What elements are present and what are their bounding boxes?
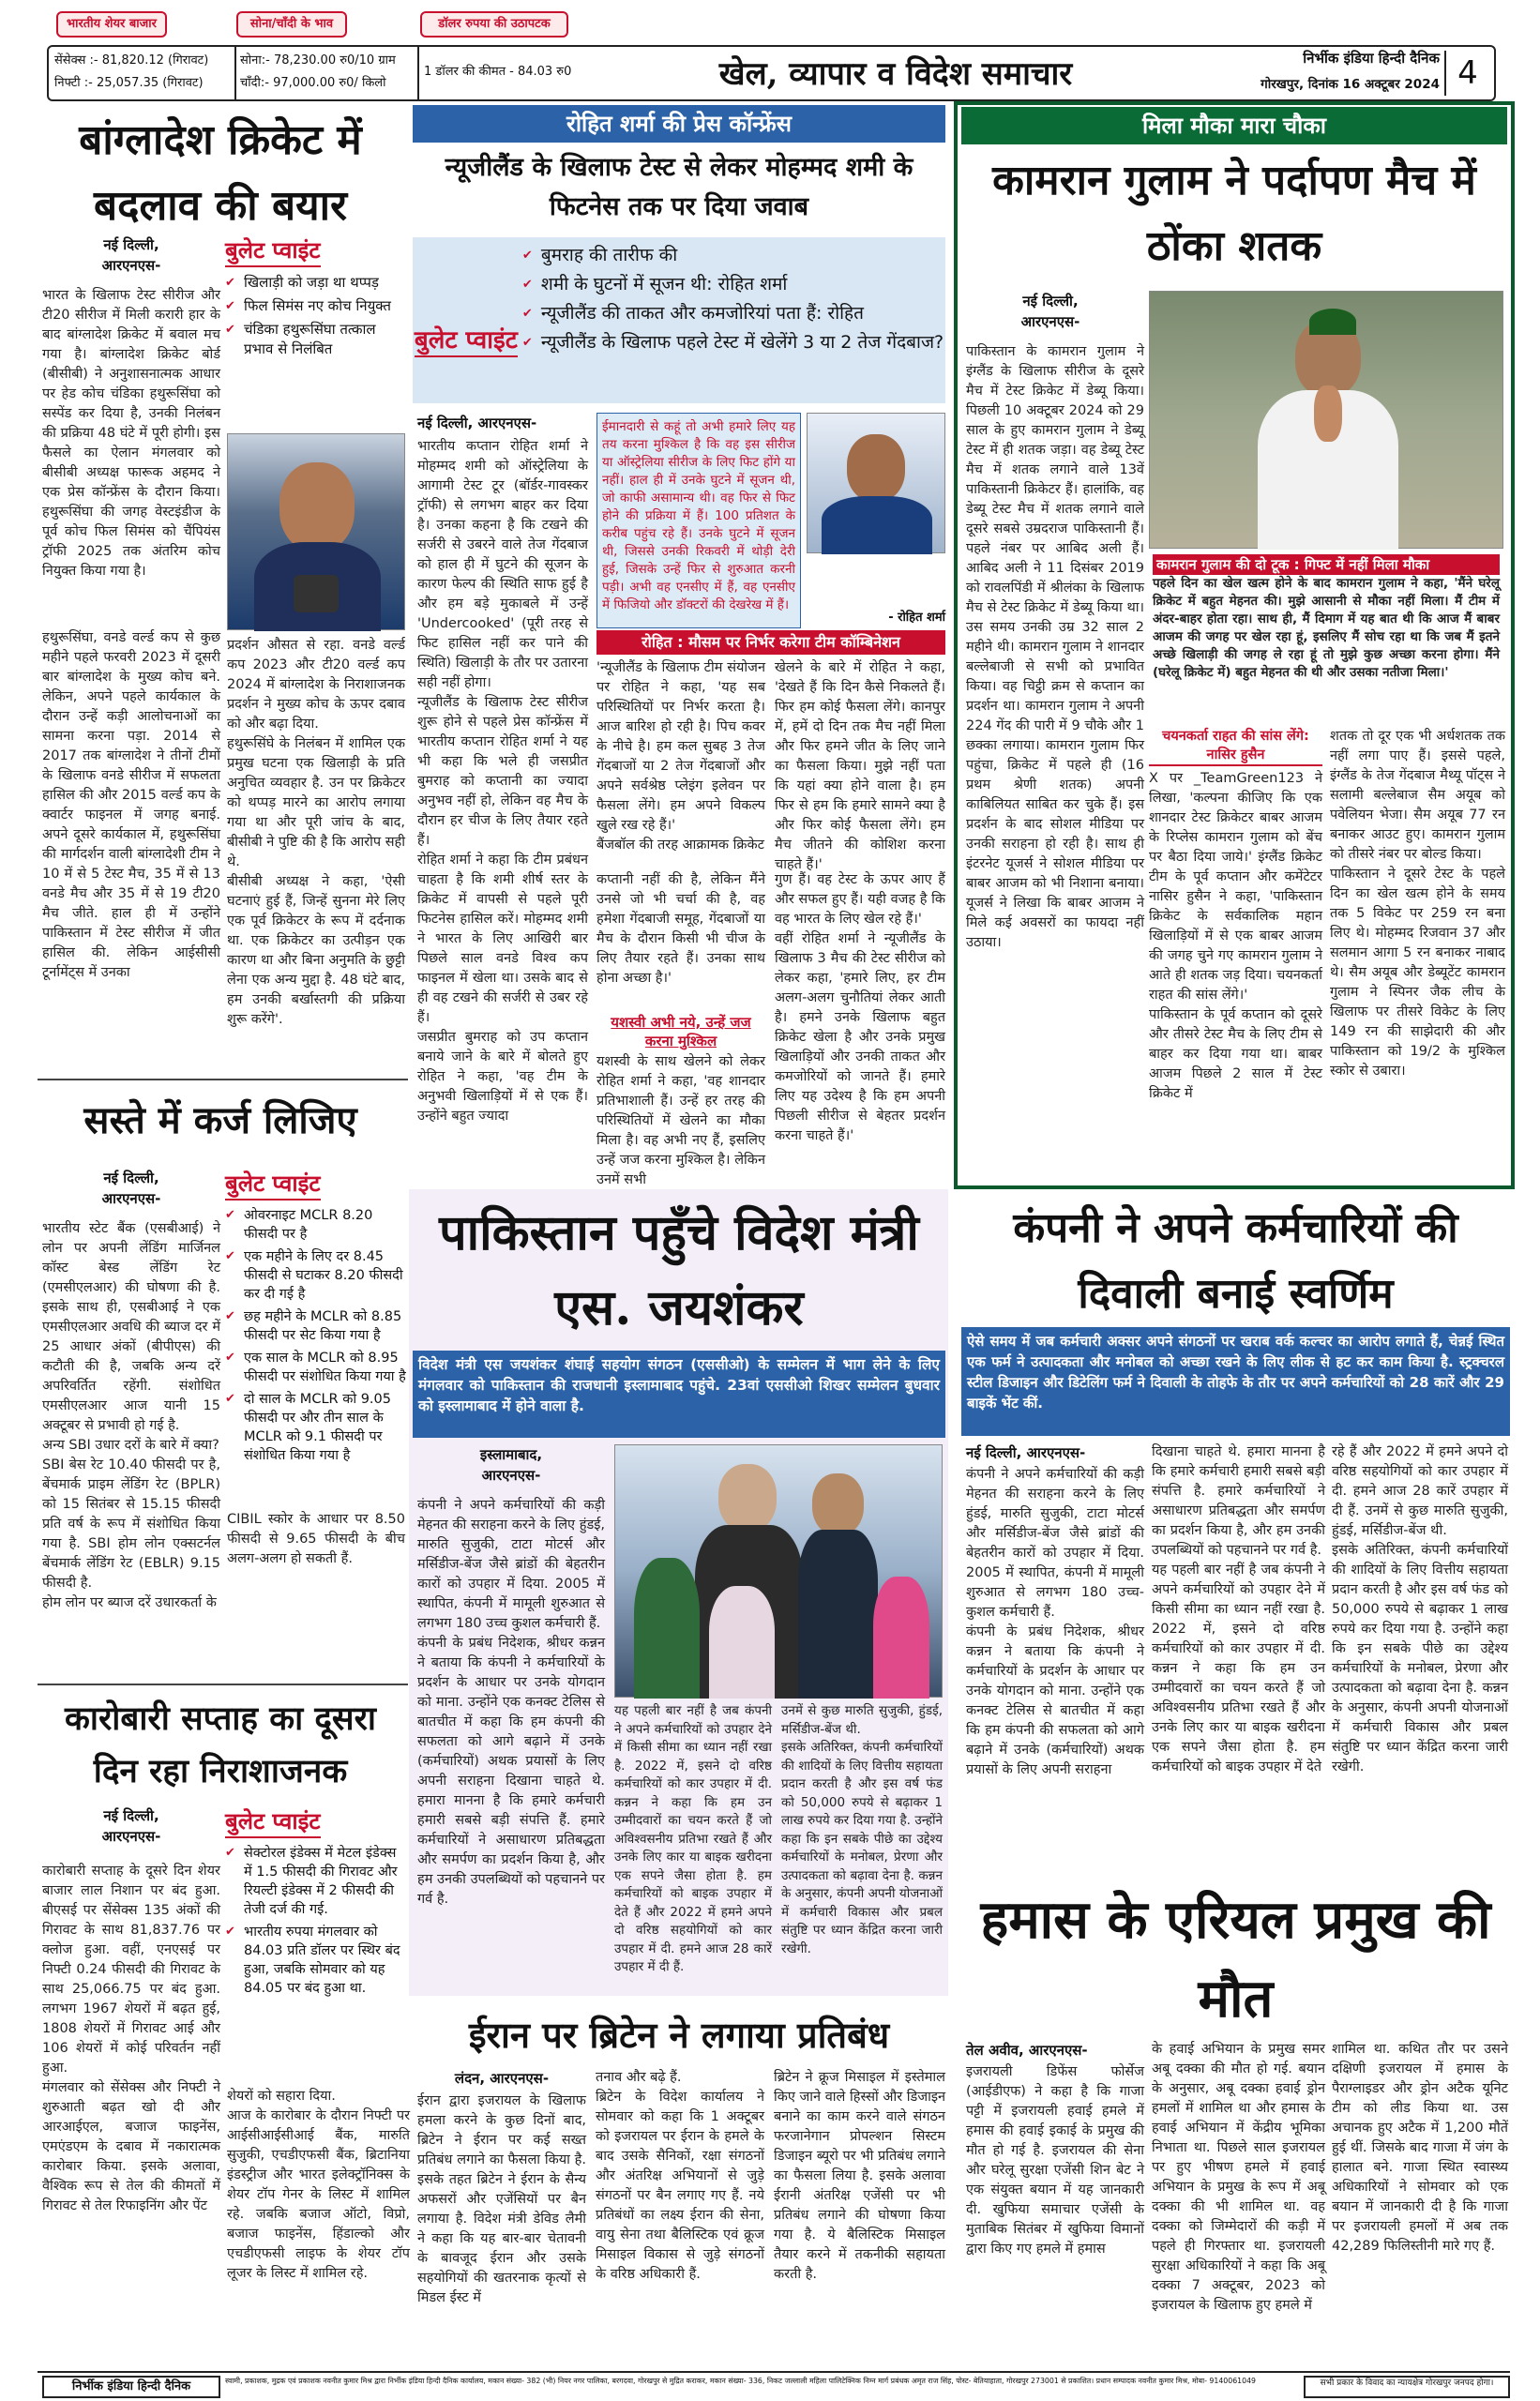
paper-name: निर्भीक इंडिया हिन्दी दैनिक	[1303, 50, 1440, 67]
tab-dollar-rupee: डॉलर रुपया की उठापटक	[420, 11, 568, 38]
tab-stock-market: भारतीय शेयर बाजार	[56, 11, 167, 38]
market-dateline: नई दिल्ली, आरएनएस-	[101, 1807, 161, 1845]
bangladesh-bullet-box	[225, 234, 403, 431]
diwali-headline: कंपनी ने अपने कर्मचारियों की दिवाली बनाई स्वर्णिम	[1013, 1204, 1458, 1318]
rohit-ribbon: रोहित शर्मा की प्रेस कॉन्फ्रेंस	[413, 105, 945, 143]
gold-price: सोना:- 78,230.00 रु0/10 ग्राम	[240, 53, 396, 68]
rohit-body-5: यशस्वी के साथ खेलने को लेकर रोहित शर्मा ने कहा, 'वह शानदार प्रतिभाशाली हैं। उन्हें हर तरह की परिस्थितियों में खेलने का मौका मिला है। वह अभी नए हैं, इसलिए उन्हें जज करना मुश्किल है। लेकिन उनमें सभी	[596, 1054, 765, 1187]
bullet-item: ✔ ओवरनाइट MCLR 8.20 फीसदी पर है	[225, 1206, 408, 1244]
loan-bullet-box	[225, 1168, 408, 1505]
bullet-item: ✔ सेक्टोरल इंडेक्स में मेटल इंडेक्स में 1.5 फीसदी की गिरावट और रियल्टी इंडेक्स में 2 फीसदी की तेजी दर्ज की गई.	[225, 1844, 408, 1919]
iran-body-1: ईरान द्वारा इजरायल के खिलाफ हमला करने के कुछ दिनों बाद, ब्रिटेन ने ईरान पर कई सख्त प्रतिबंध लगाने का फैसला किया है. इसके तहत ब्रिटेन ने ईरान के सैन्य अफसरों और एजेंसियों पर बैन लगाया है. विदेश मंत्री डेविड लैमी ने कहा कि यह बार-बार चेतावनी के बावजूद ईरान और उसके सहयोगियों की खतरनाक कृत्यों से मिडल ईस्ट में	[417, 2093, 586, 2305]
market-headline: कारोबारी सप्ताह का दूसरा दिन रहा निराशाजनक	[65, 1699, 376, 1790]
bullet-item: ✔ फिल सिमंस नए कोच नियुक्त	[225, 296, 403, 316]
bullet-item: ✔ न्यूजीलैंड की ताकत और कमजोरियां पता हैं: रोहित	[522, 301, 944, 326]
bangladesh-headline: बांग्लादेश क्रिकेट में बदलाव की बयार	[79, 116, 362, 230]
jaishankar-photo	[614, 1444, 943, 1698]
footer-jurisdiction: सभी प्रकार के विवाद का न्यायक्षेत्र गोरखपुर जनपद होगा।	[1304, 2376, 1510, 2398]
bullet-point-heading: बुलेट प्वाइंट	[225, 234, 321, 267]
loan-cibil-note: CIBIL स्कोर के आधार पर 8.50 फीसदी से 9.65 फीसदी के बीच अलग-अलग हो सकती हैं.	[227, 1512, 405, 1566]
tab-gold-silver: सोना/चाँदी के भाव	[236, 11, 347, 38]
sensex-value: सेंसेक्स :- 81,820.12 (गिरावट)	[54, 53, 209, 68]
jaishankar-body-2: यह पहली बार नहीं है जब कंपनी ने अपने कर्मचारियों को उपहार देने में किसी सीमा का ध्यान नहीं रखा है. 2022 में, इसने दो वरिष्ठ कर्मचारियों को कार उपहार में दी. कन्नन ने कहा कि हम उन उम्मीदवारों का चयन करते हैं जो अविश्वसनीय प्रतिभा रखते हैं और उनके लिए कार या बाइक खरीदना एक सपने जैसा होता है. हम कर्मचारियों को बाइक उपहार में देते हैं और 2022 में हमने अपने दो वरिष्ठ सहयोगियों को कार उपहार में दी. हमने आज 28 कारें उपहार में दी हैं.	[614, 1703, 772, 1974]
page-number: 4	[1444, 51, 1489, 96]
loan-headline: सस्ते में कर्ज लिजिए	[83, 1098, 357, 1142]
loan-dateline: नई दिल्ली, आरएनएस-	[101, 1170, 161, 1207]
bangladesh-press-photo	[227, 433, 405, 630]
rohit-quote-text: ईमानदारी से कहूं तो अभी हमारे लिए यह तय करना मुश्किल है कि वह इस सीरीज या ऑस्ट्रेलिया सीरीज के लिए फिट होंगे या नहीं। हाल ही में उनके घुटने में सूजन थी, जो काफी असामान्य थी। वह फिर से फिट होने की प्रक्रिया में हैं। 100 प्रतिशत के करीब पहुंच रहे हैं। उनके घुटने में सूजन थी, जिससे उनकी रिकवरी में थोड़ी देरी हुई, जिसके उन्हें फिर से शुरुआत करनी पड़ी। अभी वह एनसीए में हैं, वह एनसीए में फिजियो और डॉक्टरों की देखरेख में हैं।	[602, 419, 795, 612]
rohit-press-photo	[807, 413, 945, 553]
silver-price: चाँदी:- 97,000.00 रु0/ किलो	[240, 76, 386, 90]
bullet-item: ✔ एक महीने के लिए दर 8.45 फीसदी से घटाकर 8.20 फीसदी कर दी गई है	[225, 1247, 408, 1304]
bangladesh-body-3: प्रदर्शन औसत से रहा. वनडे वर्ल्ड कप 2023 और टी20 वर्ल्ड कप 2024 में बांग्लादेश के निराशाजनक प्रदर्शन ने मुख्य कोच के ऊपर दबाव को और बढ़ा दिया. हथुरूसिंघे के निलंबन में शामिल एक प्रमुख घटना एक खिलाड़ी के प्रति अनुचित व्यवहार है. उन पर क्रिकेटर को थप्पड़ मारने का आरोप लगाया गया था और पूरी जांच के बाद, बीसीबी ने पुष्टि की है कि आरोप सही थे. बीसीबी अध्यक्ष ने कहा, 'ऐसी घटनाएं हुई हैं, जिन्हें सुनना मेरे लिए एक पूर्व क्रिकेटर के रूप में दर्दनाक था. एक क्रिकेटर का उत्पीड़न एक कारण था और बिना अनुमति के छुट्टी लेना एक अन्य मुद्दा है. 48 घंटे बाद, हम उनकी बर्खास्तगी की प्रक्रिया शुरू करेंगे'.	[227, 638, 405, 1027]
kamran-caption-body: पहले दिन का खेल खत्म होने के बाद कामरान गुलाम ने कहा, 'मैंने घरेलू क्रिकेट में बहुत मेहनत की। मुझे आसानी से मौका नहीं मिला। मैं टीम में अंदर-बाहर होता रहा। साथ ही, मैं दिमाग में यह बात थी कि आज मैं बाबर आजम की जगह पर खेल रहा हूं, इसलिए मैं सोच रहा था कि जब मैं इतने अच्छे खिलाड़ी की जगह ले रहा हूं तो मुझे कुछ अच्छा करना होगा। मैंने (घरेलू क्रिकेट में) बहुत मेहनत की थी और उसका नतीजा मिला।'	[1153, 576, 1500, 680]
bullet-point-heading: बुलेट प्वाइंट	[225, 1805, 321, 1838]
bullet-item: ✔ भारतीय रुपया मंगलवार को 84.03 प्रति डॉलर पर स्थिर बंद हुआ, जबकि सोमवार को यह 84.05 पर बंद हुआ था.	[225, 1923, 408, 1998]
kamran-body-3: शतक तो दूर एक भी अर्धशतक तक नहीं लगा पाए हैं। इससे पहले, इंग्लैंड के तेज गेंदबाज मैथ्यू पॉट्स ने सलामी बल्लेबाज सैम अयूब को पवेलियन भेजा। सैम अयूब 77 रन बनाकर आउट हुए। कामरान गुलाम को तीसरे नंबर पर बोल्ड किया। पाकिस्तान ने दूसरे टेस्ट के पहले दिन का खेल खत्म होने के समय तक 5 विकेट पर 259 रन बना लिए थे। मोहम्मद रिजवान 37 और सलमान आगा 5 रन बनाकर नाबाद थे। सैम अयूब और डेब्यूटेंट कामरान गुलाम ने स्पिनर जैक लीच के खिलाफ पर तीसरे विकेट के लिए 149 रन की साझेदारी की और पाकिस्तान को 19/2 के मुश्किल स्कोर से उबारा।	[1330, 729, 1505, 1079]
market-bullet-box	[225, 1805, 408, 2115]
loan-body: भारतीय स्टेट बैंक (एसबीआई) ने लोन पर अपनी लेंडिंग मार्जिनल कॉस्ट बेस्ड लेंडिंग रेट (एमसीएलआर) की घोषणा की है. इसके साथ ही, एसबीआई ने एक एमसीएलआर अवधि की ब्याज दर में 25 आधार अंकों (बीपीएस) की कटौती की है, जबकि अन्य दरें अपरिवर्तित रहेंगी. संशोधित एमसीएलआर आज यानी 15 अक्टूबर से प्रभावी हो गई है. अन्य SBI उधार दरों के बारे में क्या? SBI बेस रेट 10.40 फीसदी पर है, बेंचमार्क प्राइम लेंडिंग रेट (BPLR) को 15 सितंबर से 15.15 फीसदी प्रति वर्ष के रूप में संशोधित किया गया है. SBI होम लोन एक्सटर्नल बेंचमार्क लेंडिंग रेट (EBLR) 9.15 फीसदी है. होम लोन पर ब्याज दरें उधारकर्ता के	[42, 1221, 220, 1610]
diwali-body-1: कंपनी ने अपने कर्मचारियों की कड़ी मेहनत की सराहना करने के लिए हुंडई, मारुति सुजुकी, टाटा मोटर्स और मर्सिडीज-बेंज जैसे ब्रांडों की बेहतरीन कारों को उपहार में दिया. 2005 में स्थापित, कंपनी में मामूली शुरुआत से लगभग 180 उच्च-कुशल कर्मचारी हैं. कंपनी के प्रबंध निदेशक, श्रीधर कन्नन ने बताया कि कंपनी ने कर्मचारियों के प्रदर्शन के आधार पर उनके योगदान को माना. उन्होंने एक कनक्ट टेलिस से बातचीत में कहा कि हम कंपनी की सफलता को आगे बढ़ाने में उनके (कर्मचारियों) अथक प्रयासों के लिए अपनी सराहना	[966, 1467, 1144, 1777]
bullet-item: ✔ छह महीने के MCLR को 8.85 फीसदी पर सेट किया गया है	[225, 1307, 408, 1345]
bangladesh-dateline: नई दिल्ली, आरएनएस-	[101, 236, 161, 274]
bangladesh-body-1: भारत के खिलाफ टेस्ट सीरीज और टी20 सीरीज में मिली करारी हार के बाद बांग्लादेश क्रिकेट में बवाल मच गया है। बांग्लादेश क्रिकेट बोर्ड (बीसीबी) ने अनुशासनात्मक आधार पर हेड कोच चंडिका हथुरूसिंघा को सस्पेंड कर दिया है, उनकी निलंबन की प्रक्रिया 48 घंटे में पूरी होगी। इस फैसले का ऐलान मंगलवार को बीसीबी अध्यक्ष फारूक अहमद ने एक प्रेस कॉन्फ्रेंस के दौरान किया। हथुरूसिंघा की जगह वेस्टइंडीज के पूर्व कोच फिल सिमंस को चैंपियंस ट्रॉफी 2025 तक अंतरिम कोच नियुक्त किया गया है।	[42, 288, 220, 579]
iran-dateline: लंदन, आरएनएस-	[454, 2070, 550, 2087]
bullet-point-heading: बुलेट प्वाइंट	[415, 322, 518, 357]
iran-body-2: तनाव और बढ़े हैं. ब्रिटेन के विदेश कार्यालय ने सोमवार को कहा कि 1 अक्टूबर को इजरायल पर ईरान के हमले के बाद उसके सैनिकों, रक्षा संगठनों और अंतरिक्ष अभियानों से जुड़े संगठनों पर बैन लगाए गए हैं. नये प्रतिबंधों का लक्ष्य ईरान की सेना, वायु सेना तथा बैलिस्टिक एवं क्रूज मिसाइल विकास से जुड़े संगठनों के वरिष्ठ अधिकारी हैं.	[596, 2070, 764, 2282]
bangladesh-body-2: हथुरूसिंघा, वनडे वर्ल्ड कप से कुछ महीने पहले फरवरी 2023 में दूसरी बार बांग्लादेश के मुख्य कोच बने. लेकिन, अपने पहले कार्यकाल के दौरान उन्हें कड़ी आलोचनाओं का सामना करना पड़ा. 2014 से 2017 तक बांग्लादेश ने तीनों टीमों के खिलाफ वनडे सीरीज में सफलता हासिल की और 2015 वर्ल्ड कप के क्वार्टर फाइनल में जगह बनाई. अपने दूसरे कार्यकाल में, हथुरूसिंघा की मार्गदर्शन वाली बांग्लादेशी टीम ने 10 में से 5 टेस्ट मैच, 35 में से 13 वनडे मैच और 35 में से 19 टी20 मैच जीते. हाल ही में उन्होंने पाकिस्तान में टेस्ट सीरीज में जीत हासिल की. लेकिन आईसीसी टूर्नामेंट्स में उनका	[42, 630, 220, 980]
hamas-headline: हमास के एरियल प्रमुख की मौत	[980, 1889, 1491, 2030]
hamas-dateline: तेल अवीव, आरएनएस-	[966, 2042, 1088, 2059]
nifty-value: निफ्टी :- 25,057.35 (गिरावट)	[54, 76, 204, 90]
jaishankar-lead: विदेश मंत्री एस जयशंकर शंघाई सहयोग संगठन (एससीओ) के सम्मेलन में भाग लेने के लिए मंगलवार को पाकिस्तान की राजधानी इस्लामाबाद पहुंचे. 23वां एससीओ शिखर सम्मेलन बुधवार को इस्लामाबाद में होने वाला है.	[413, 1351, 945, 1438]
kamran-subhead: चयनकर्ता राहत की सांस लेंगे: नासिर हुसैन	[1149, 727, 1322, 766]
bullet-item: ✔ एक साल के MCLR को 8.95 फीसदी पर संशोधित किया गया है	[225, 1349, 408, 1386]
kamran-headline: कामरान गुलाम ने पर्दापण मैच में ठोंका शतक	[992, 157, 1476, 270]
diwali-lead: ऐसे समय में जब कर्मचारी अक्सर अपने संगठनों पर खराब वर्क कल्चर का आरोप लगाते हैं, चेन्नई स्थित एक फर्म ने उत्पादकता और मनोबल को अच्छा रखने के लिए लीक से हट कर काम किया है. स्ट्रक्चरल स्टील डिजाइन और डिटेलिंग फर्म ने दिवाली के तोहफे के तौर पर अपने कर्मचारियों को 28 कारें और 29 बाइकें भेंट कीं.	[961, 1327, 1510, 1436]
iran-body-3: ब्रिटेन ने क्रूज मिसाइल में इस्तेमाल किए जाने वाले हिस्सों और डिजाइन बनाने का काम करने वाले संगठन फरजानेगान प्रोपल्शन सिस्टम डिजाइन ब्यूरो पर भी प्रतिबंध लगाने का फैसला लिया है. इसके अलावा ईरानी अंतरिक्ष एजेंसी पर भी प्रतिबंध लगाने की घोषणा किया गया है. ये बैलिस्टिक मिसाइल तैयार करने में तकनीकी सहायता करती है.	[774, 2070, 945, 2282]
diwali-dateline: नई दिल्ली, आरएनएस-	[966, 1444, 1086, 1461]
dollar-price: 1 डॉलर की कीमत - 84.03 रु0	[424, 65, 572, 79]
rohit-subhead: रोहित : मौसम पर निर्भर करेगा टीम कॉम्बिनेशन	[596, 630, 945, 655]
hamas-body-1: इजरायली डिफेंस फोर्सेज (आईडीएफ) ने कहा है कि गाजा पट्टी में इजरायली हवाई हमले में हमास की हवाई इकाई के प्रमुख की मौत हो गई है. इजरायल की सेना और घरेलू सुरक्षा एजेंसी शिन बेट ने एक संयुक्त बयान में यह जानकारी दी. खुफिया समाचार एजेंसी के मुताबिक सितंबर में खुफिया विमानों द्वारा किए गए हमले में हमास	[966, 2064, 1144, 2257]
section-title: खेल, व्यापार व विदेश समाचार	[718, 55, 1073, 93]
bullet-item: ✔ दो साल के MCLR को 9.05 फीसदी पर और तीन साल के MCLR को 9.1 फीसदी पर संशोधित किया गया है	[225, 1390, 408, 1465]
kamran-photo	[1149, 291, 1503, 549]
rohit-bullet-box	[413, 237, 945, 403]
footer-paper-name: निर्भीक इंडिया हिन्दी दैनिक	[42, 2376, 220, 2398]
kamran-caption-box	[1149, 551, 1503, 702]
rohit-dateline: नई दिल्ली, आरएनएस-	[417, 415, 537, 431]
rohit-body-6: गुण हैं। वह टेस्ट के ऊपर आए हैं और सफल हुए हैं। यही वजह है कि वह भारत के लिए खेल रहे हैं।' वहीं रोहित शर्मा ने न्यूजीलैंड के खिलाफ 3 मैच की टेस्ट सीरीज को लेकर कहा, 'हमारे लिए, हर टीम अलग-अलग चुनौतियां लेकर आती है। हमने उनके खिलाफ बहुत क्रिकेट खेला है और उनके प्रमुख खिलाड़ियों और उनकी ताकत और कमजोरियों को जानते हैं। हमारे लिए यह उदेश्य है कि हम अपनी पिछली सीरीज से बेहतर प्रदर्शन करना चाहते हैं।'	[775, 872, 945, 1143]
diwali-body-3: रहे हैं और 2022 में हमने अपने दो वरिष्ठ सहयोगियों को कार उपहार में दी. हमने आज 28 कारें उपहार में दी हैं. उनमें से कुछ मारुति सुजुकी, हुंडई, मर्सिडीज-बेंज थी. इसके अतिरिक्त, कंपनी कर्मचारियों की शादियों के लिए वित्तीय सहायता प्रदान करती है और इस वर्ष फंड को 50,000 रुपये से बढ़ाकर 1 लाख रुपये कर दिया गया है. उन्होंने कहा कि इन सबके पीछे का उद्देश्य कर्मचारियों के मनोबल, प्रेरणा और उत्पादकता को बढ़ावा देना है. कन्नन के अनुसार, कंपनी अपनी योजनाओं में कर्मचारी विकास और प्रबल संतुष्टि पर ध्यान केंद्रित करना जारी रखेगी.	[1332, 1444, 1508, 1774]
kamran-body-1: पाकिस्तान के कामरान गुलाम ने इंग्लैंड के खिलाफ सीरीज के दूसरे मैच में टेस्ट क्रिकेट में डेब्यू किया। पिछली 10 अक्टूबर 2024 को 29 साल के हुए कामरान गुलाम ने डेब्यू टेस्ट में ही शतक जड़ा। वह डेब्यू टेस्ट मैच में शतक लगाने वाले 13वें पाकिस्तानी क्रिकेटर हैं। हालांकि, वह डेब्यू टेस्ट मैच में शतक लगाने वाले दूसरे सबसे उम्रदराज पाकिस्तानी हैं। पहले नंबर पर आबिद अली हैं। आबिद अली ने 11 दिसंबर 2019 को रावलपिंडी में श्रीलंका के खिलाफ मैच से टेस्ट क्रिकेट में डेब्यू किया था। उस समय उनकी उम्र 32 साल 2 महीने थी। कामरान गुलाम ने शानदार बल्लेबाजी से सभी को प्रभावित किया। वह चिट्ठी क्रम से कप्तान का प्रदर्शन था। कामरान गुलाम ने अपनी 224 गेंद की पारी में 9 चौके और 1 छक्का लगाया। कामरान गुलाम फिर पहुंचा, क्रिकेट में पहले ही (16 प्रथम श्रेणी शतक) अपनी काबिलियत साबित कर चुके हैं। इस प्रदर्शन के बाद सोशल मीडिया पर उनकी सराहना हो रही है। साथ ही इंटरनेट यूजर्स ने सोशल मीडिया पर बाबर आजम को भी निशाना बनाया। यूजर्स ने लिखा कि बाबर आजम ने मिले कई अवसरों का फायदा नहीं उठाया।	[966, 344, 1144, 950]
rohit-body-1: भारतीय कप्तान रोहित शर्मा ने मोहम्मद शमी को ऑस्ट्रेलिया के आगामी टेस्ट टूर (बॉर्डर-गावस्कर ट्रॉफी) से लगभग बाहर कर दिया है। उनका कहना है कि टखने की सर्जरी से उबरने वाले तेज गेंदबाज को हाल ही में घुटने की सूजन के कारण फेल्प की स्थिति साफ हुई है और हम बड़े मुकाबले में उन्हें 'Undercooked' (पूरी तरह से फिट हासिल नहीं कर पाने की स्थिति) खिलाड़ी के तौर पर उतारना सही नहीं होगा। न्यूजीलैंड के खिलाफ टेस्ट सीरीज शुरू होने से पहले प्रेस कॉन्फ्रेंस में भारतीय कप्तान रोहित शर्मा ने यह भी कहा कि भले ही जसप्रीत बुमराह को कप्तानी का ज्यादा अनुभव नहीं हो, लेकिन वह मैच के दौरान हर चीज के लिए तैयार रहते हैं। रोहित शर्मा ने कहा कि टीम प्रबंधन चाहता है कि शमी शीर्ष स्तर के क्रिकेट में वापसी से पहले पूरी फिटनेस हासिल करें। मोहम्मद शमी ने भारत के लिए आखिरी बार पिछले साल वनडे विश्व कप फाइनल में खेला था। उसके बाद से ही वह टखने की सर्जरी से उबर रहे हैं। जसप्रीत बुमराह को उप कप्तान बनाये जाने के बारे में बोलते हुए रोहित ने कहा, 'वह टीम के अनुभवी खिलाड़ियों में से एक हैं। उन्होंने बहुत ज्यादा	[417, 439, 588, 1124]
hamas-body-3: शामिल था. कथित तौर पर उसने दक्षिणी इजरायल में हमास के पैराग्लाइडर और ड्रोन अटैक यूनिट टीम को लीड किया था. उस अचानक हुए अटैक में 1,200 मौतें हुई थीं. जिसके बाद गाजा में जंग के हालात बने. गाजा स्थित स्वास्थ्य अधिकारियों ने सोमवार को एक बयान में जानकारी दी है कि गाजा पर इजरायली हमलों में अब तक 42,289 फिलिस्तीनी मारे गए हैं.	[1332, 2042, 1508, 2254]
footer-imprint: स्वामी, प्रकाशक, मुद्रक एवं प्रकाशक नवनीत कुमार मिश्र द्वारा निर्भीक इंडिया हिन्दी दैनिक कार्यालय, मकान संख्या- 382 (भी) नियर नगर पालिका, बरगदवा, गोरखपुर से मुद्रित कराकर, मकान संख्या- 336, निकट जल्लाली महिला पालिटेक्निक निम्न मार्ग प्रबंधक अमृत राज सिंह, पोस्ट- बेतियाहाता, गोरखपुर 273001 से प्रकाशित। प्रधान सम्पादक नवनीत कुमार मिश्र, मोबा- 9140061049	[225, 2377, 1257, 2385]
paper-dateline: गोरखपुर, दिनांक 16 अक्टूबर 2024	[1261, 77, 1440, 92]
rohit-body-4: कप्तानी नहीं की है, लेकिन मैंने उनसे जो भी चर्चा की है, वह हमेशा गेंदबाजी समूह, गेंदबाजों या मैच के दौरान किसी भी चीज के लिए तैयार रहते हैं। उनका साथ होना अच्छा है।'	[596, 872, 765, 986]
market-body: कारोबारी सप्ताह के दूसरे दिन शेयर बाजार लाल निशान पर बंद हुआ. बीएसई पर सेंसेक्स 135 अंकों की गिरावट के साथ 81,837.76 पर क्लोज हुआ. वहीं, एनएसई पर निफ्टी 0.24 फीसदी की गिरावट के साथ 25,066.75 पर बंद हुआ. लगभग 1967 शेयरों में बढ़त हुई, 1808 शेयरों में गिरावट आई और 106 शेयरों में कोई परिवर्तन नहीं हुआ. मंगलवार को सेंसेक्स और निफ्टी ने शुरुआती बढ़त खो दी और आरआईएल, बजाज फाइनेंस, एमएंडएम के दबाव में नकारात्मक कारोबार किया. इसके अलावा, वैश्विक रूप से तेल की कीमतों में गिरावट से तेल रिफाइनिंग और पेंट	[42, 1864, 220, 2213]
bullet-item: ✔ न्यूजीलैंड के खिलाफ पहले टेस्ट में खेलेंगे 3 या 2 तेज गेंदबाज?	[522, 330, 944, 355]
rohit-body-3: खेलने के बारे में रोहित ने कहा, 'देखते हैं कि दिन कैसे निकलते हैं। फिर हम कोई फैसला लेंगे। कानपुर में, हमें दो दिन तक मैच नहीं मिला और फिर हमने जीत के लिए जाने का फैसला किया। मुझे नहीं पता कि यहां क्या होने वाला है। हम फिर से हम कि हमारे सामने क्या है और फिर कोई फैसला लेंगे। हम मैच जीतने की कोशिश करना चाहते हैं।'	[775, 660, 945, 872]
market-body-2: शेयरों को सहारा दिया. आज के कारोबार के दौरान निफ्टी पर आईसीआईसीआई बैंक, मारुति सुजुकी, एचडीएफसी बैंक, ब्रिटानिया इंडस्ट्रीज और भारत इलेक्ट्रॉनिक्स के शेयर टॉप गेनर के लिस्ट में शामिल रहे. जबकि बजाज ऑटो, विप्रो, बजाज फाइनेंस, हिंडाल्को और एचडीएफसी लाइफ के शेयर टॉप लूजर के लिस्ट में शामिल रहे.	[227, 2089, 410, 2281]
bullet-item: ✔ चंडिका हथुरूसिंघा तत्काल प्रभाव से निलंबित	[225, 320, 403, 359]
kamran-body-2: X पर _TeamGreen123 ने लिखा, 'कल्पना कीजिए कि एक शानदार टेस्ट क्रिकेटर बाबर आजम के रिप्लेस कामरान गुलाम को बेंच पर बैठा दिया जाये।' इंग्लैंड क्रिकेट टीम के पूर्व कप्तान और कमेंटेटर नासिर हुसैन ने कहा, 'पाकिस्तान क्रिकेट के सर्वकालिक महान खिलाड़ियों में से एक बाबर आजम की जगह चुने गए कामरान गुलाम ने आते ही शतक जड़ दिया। चयनकर्ता राहत की सांस लेंगे।' पाकिस्तान के पूर्व कप्तान को दूसरे और तीसरे टेस्ट मैच के लिए टीम से बाहर कर दिया गया था। बाबर आजम पिछले 2 साल में टेस्ट क्रिकेट में	[1149, 771, 1322, 1101]
rohit-headline: न्यूजीलैंड के खिलाफ टेस्ट से लेकर मोहम्मद शमी के फिटनेस तक पर दिया जवाब	[445, 153, 913, 221]
diwali-body-2: दिखाना चाहते थे. हमारा मानना है कि हमारे कर्मचारी हमारी सबसे बड़ी संपत्ति है. हमारे कर्मचारियों ने असाधारण प्रतिबद्धता और समर्पण का प्रदर्शन किया है, और हम उनकी उपलब्धियों को पहचानने पर गर्व है. यह पहली बार नहीं है जब कंपनी ने अपने कर्मचारियों को उपहार देने में किसी सीमा का ध्यान नहीं रखा है. 2022 में, इसने दो वरिष्ठ कर्मचारियों को कार उपहार में दी. कन्नन ने कहा कि हम उन उम्मीदवारों का चयन करते हैं जो अविश्वसनीय प्रतिभा रखते हैं और उनके लिए कार या बाइक खरीदना एक सपने जैसा होता है. हम कर्मचारियों को बाइक उपहार में देते	[1152, 1444, 1325, 1774]
iran-headline: ईरान पर ब्रिटेन ने लगाया प्रतिबंध	[468, 2014, 890, 2056]
rohit-body-2: 'न्यूजीलैंड के खिलाफ टीम संयोजन पर रोहित ने कहा, 'यह सब परिस्थितियों पर निर्भर करता है। आज बारिश हो रही है। पिच कवर के नीचे है। हम कल सुबह 3 तेज गेंदबाजों या 2 तेज गेंदबाजों और अपने सर्वश्रेष्ठ प्लेइंग इलेवन पर फैसला लेंगे। हम अपने विकल्प खुले रख रहे हैं।' बैंजबॉल की तरह आक्रामक क्रिकेट	[596, 660, 765, 853]
kamran-caption-head: कामरान गुलाम की दो टूक : गिफ्ट में नहीं मिला मौका	[1153, 554, 1500, 575]
jaishankar-body-1: कंपनी ने अपने कर्मचारियों की कड़ी मेहनत की सराहना करने के लिए हुंडई, मारुति सुजुकी, टाटा मोटर्स और मर्सिडीज-बेंज जैसे ब्रांडों की बेहतरीन कारों को उपहार में दिया. 2005 में स्थापित, कंपनी में मामूली शुरुआत से लगभग 180 उच्च कुशल कर्मचारी हैं. कंपनी के प्रबंध निदेशक, श्रीधर कन्नन ने बताया कि कंपनी ने कर्मचारियों के प्रदर्शन के आधार पर उनके योगदान को माना. उन्होंने एक कनक्ट टेलिस से बातचीत में कहा कि हम कंपनी की सफलता को आगे बढ़ाने में उनके (कर्मचारियों) अथक प्रयासों के लिए अपनी सराहना दिखाना चाहते थे. हमारा मानना है कि हमारे कर्मचारी हमारी सबसे बड़ी संपत्ति हैं. हमारे कर्मचारियों ने असाधारण प्रतिबद्धता और समर्पण का प्रदर्शन किया है, और हम उनकी उपलब्धियों को पहचानने पर गर्व है.	[417, 1498, 605, 1907]
bullet-item: ✔ शमी के घुटनों में सूजन थी: रोहित शर्मा	[522, 272, 944, 297]
rohit-quote-attribution: - रोहित शर्मा	[888, 611, 945, 625]
kamran-ribbon: मिला मौका मारा चौका	[961, 107, 1507, 144]
bullet-item: ✔ बुमराह की तारीफ की	[522, 243, 944, 268]
jaishankar-headline: पाकिस्तान पहुँचे विदेश मंत्री एस. जयशंकर	[439, 1204, 919, 1336]
bullet-item: ✔ खिलाड़ी को जड़ा था थप्पड़	[225, 273, 403, 293]
kamran-dateline: नई दिल्ली, आरएनएस-	[1020, 293, 1080, 330]
rohit-subhead-yashasvi: यशस्वी अभी नये, उन्हें जज करना मुश्किल	[611, 1014, 751, 1049]
hamas-body-2: के हवाई अभियान के प्रमुख समर अबू दक्का की मौत हो गई. बयान के अनुसार, अबू दक्का हवाई ड्रोन हमलों में शामिल था और हमास के हवाई अभियान में केंद्रीय भूमिका निभाता था. पिछले साल इजरायल पर हुए भीषण हमले में हवाई अभियान के प्रमुख के रूप में अबू दक्का की भी शामिल था. वह दक्का को जिम्मेदारों की कड़ी में पहले ही गिरफ्तार था. इजरायली सुरक्षा अधिकारियों ने कहा कि अबू दक्का 7 अक्टूबर, 2023 को इजरायल के खिलाफ हुए हमले में	[1152, 2042, 1325, 2313]
jaishankar-dateline: इस्लामाबाद, आरएनएस-	[479, 1446, 543, 1484]
rohit-quote-box	[596, 413, 801, 628]
jaishankar-body-3: उनमें से कुछ मारुति सुजुकी, हुंडई, मर्सिडीज-बेंज थी. इसके अतिरिक्त, कंपनी कर्मचारियों की शादियों के लिए वित्तीय सहायता प्रदान करती है और इस वर्ष फंड को 50,000 रुपये से बढ़ाकर 1 लाख रुपये कर दिया गया है. उन्होंने कहा कि इन सबके पीछे का उद्देश्य कर्मचारियों के मनोबल, प्रेरणा और उत्पादकता को बढ़ावा देना है. कन्नन के अनुसार, कंपनी अपनी योजनाओं में कर्मचारी विकास और प्रबल संतुष्टि पर ध्यान केंद्रित करना जारी रखेगी.	[781, 1703, 943, 1956]
bullet-point-heading: बुलेट प्वाइंट	[225, 1168, 321, 1200]
